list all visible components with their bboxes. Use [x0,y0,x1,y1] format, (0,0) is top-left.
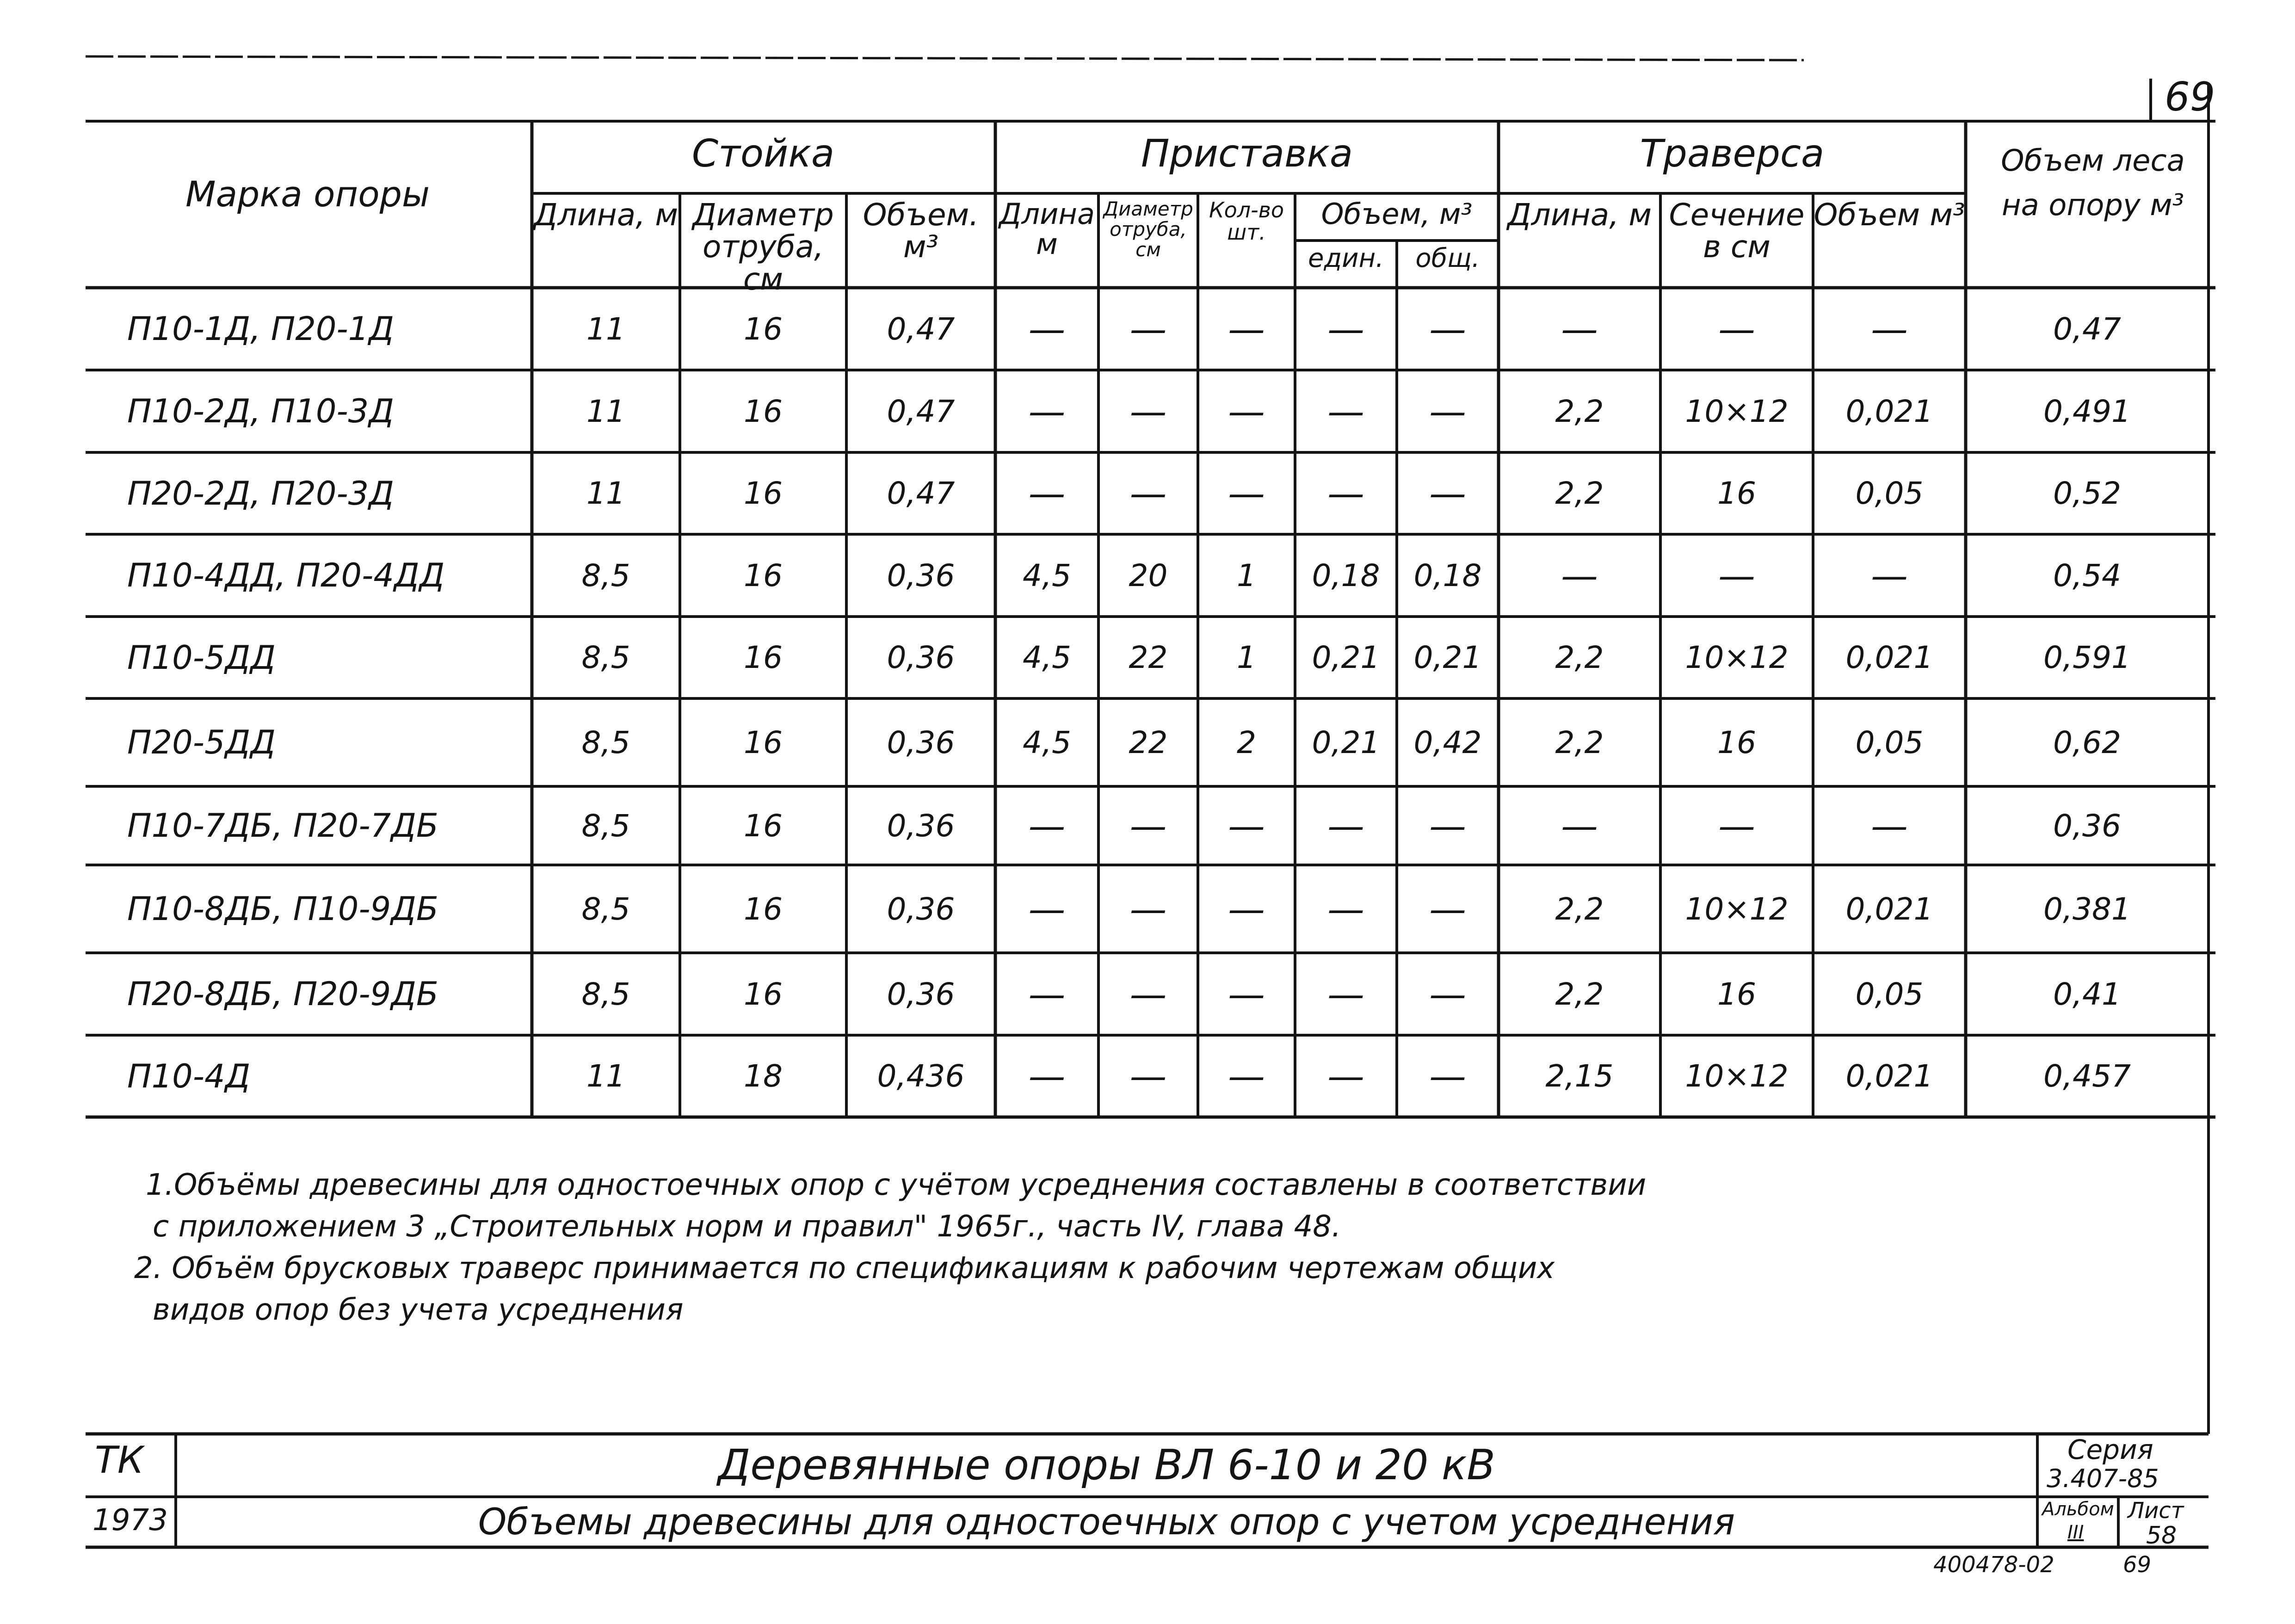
album-label: Альбом [2042,1499,2114,1520]
subheader-pristavka-volume-total: общ. [1415,243,1480,273]
cell-mark: П10-4Д [127,1057,251,1095]
sheet-label: Лист [2128,1498,2184,1524]
cell-pristavka-diameter: 22 [1129,640,1168,675]
cell-pristavka-volume-unit: 0,21 [1312,640,1380,675]
cell-pristavka-count: — [1228,389,1265,433]
subheader-stoika-length: Длина, м [534,197,678,233]
cell-pristavka-count: — [1228,472,1265,515]
cell-stoika-diameter: 16 [744,724,783,760]
cell-mark: П10-2Д, П10-3Д [127,392,394,430]
cell-pristavka-diameter: — [1129,804,1167,847]
cell-pristavka-count: — [1228,1055,1265,1098]
cell-les-volume: 0,41 [2053,976,2121,1012]
cell-traversa-section: — [1718,307,1755,351]
cell-traversa-section: — [1718,804,1755,847]
header-group-traversa: Траверса [1640,132,1825,176]
cell-mark: П20-5ДД [127,723,276,761]
cell-pristavka-diameter: — [1129,472,1167,515]
cell-traversa-volume: 0,021 [1845,891,1933,927]
cell-stoika-diameter: 16 [744,891,783,927]
cell-pristavka-diameter: 20 [1129,557,1168,593]
cell-pristavka-length: 4,5 [1023,557,1071,593]
cell-pristavka-volume-total: 0,21 [1413,640,1482,675]
cell-stoika-volume: 0,36 [887,557,955,593]
cell-traversa-length: 2,2 [1555,393,1604,429]
cell-pristavka-length: — [1028,972,1066,1016]
cell-pristavka-count: — [1228,307,1265,351]
org-label: ТК [95,1439,144,1482]
cell-pristavka-volume-total: 0,42 [1413,724,1482,760]
cell-traversa-volume: — [1871,554,1908,597]
cell-stoika-volume: 0,36 [887,808,955,844]
cell-stoika-volume: 0,47 [887,475,955,511]
cell-stoika-length: 11 [586,311,625,347]
header-group-les: Объем леса на опору м³ [2001,144,2185,222]
cell-stoika-length: 11 [586,393,625,429]
cell-traversa-length: 2,2 [1555,976,1604,1012]
cell-pristavka-volume-total: — [1429,1055,1466,1098]
note-2: 2. Объём брусковых траверс принимается по спецификациям к рабочим чертежам общих [134,1251,1555,1285]
year-label: 1973 [93,1503,168,1538]
album-value: III [2067,1522,2084,1543]
header-mark: Марка опоры [185,173,430,215]
cell-traversa-length: 2,15 [1545,1058,1614,1094]
cell-stoika-length: 8,5 [581,891,630,927]
cell-pristavka-diameter: 22 [1129,724,1168,760]
cell-les-volume: 0,47 [2053,311,2121,347]
cell-stoika-diameter: 16 [744,640,783,675]
cell-les-volume: 0,36 [2053,808,2121,844]
cell-les-volume: 0,62 [2053,724,2121,760]
cell-traversa-volume: 0,021 [1845,640,1933,675]
cell-traversa-length: 2,2 [1555,475,1604,511]
cell-stoika-diameter: 16 [744,557,783,593]
cell-mark: П10-4ДД, П20-4ДД [127,556,445,594]
cell-stoika-diameter: 16 [744,808,783,844]
subheader-traversa-section: Сечение в см [1669,197,1805,265]
header-group-pristavka: Приставка [1141,132,1353,176]
note-2-cont: видов опор без учета усреднения [153,1293,684,1327]
cell-traversa-section: 10×12 [1685,891,1789,927]
cell-pristavka-volume-total: — [1429,472,1466,515]
cell-traversa-volume: 0,021 [1845,393,1933,429]
series-label: Серия [2067,1434,2153,1465]
sheet-value: 58 [2146,1522,2177,1550]
cell-stoika-volume: 0,436 [877,1058,965,1094]
header-group-stoika: Стойка [691,132,835,176]
cell-mark: П20-8ДБ, П20-9ДБ [127,975,438,1013]
drawing-subtitle: Объемы древесины для одностоечных опор с учетом усреднения [478,1501,1735,1543]
cell-les-volume: 0,381 [2043,891,2131,927]
cell-pristavka-length: — [1028,804,1066,847]
cell-traversa-volume: 0,05 [1855,475,1924,511]
cell-stoika-volume: 0,36 [887,976,955,1012]
subheader-pristavka-diameter: Диаметр отруба, см [1103,198,1193,261]
cell-pristavka-count: 1 [1237,640,1256,675]
cell-stoika-length: 8,5 [581,808,630,844]
cell-mark: П20-2Д, П20-3Д [127,474,394,513]
cell-les-volume: 0,54 [2053,557,2121,593]
cell-mark: П10-1Д, П20-1Д [127,310,394,348]
cell-mark: П10-7ДБ, П20-7ДБ [127,807,438,845]
cell-traversa-length: — [1561,804,1598,847]
cell-pristavka-length: — [1028,472,1066,515]
note-1-cont: с приложением 3 „Строительных норм и правил" 1965г., часть IV, глава 48. [153,1210,1341,1244]
cell-pristavka-volume-unit: 0,21 [1312,724,1380,760]
cell-pristavka-length: — [1028,389,1066,433]
cell-stoika-length: 8,5 [581,976,630,1012]
cell-pristavka-volume-unit: — [1327,804,1364,847]
cell-stoika-volume: 0,47 [887,393,955,429]
cell-traversa-section: 16 [1717,976,1756,1012]
cell-traversa-section: 16 [1717,475,1756,511]
cell-stoika-diameter: 16 [744,475,783,511]
cell-pristavka-volume-total: — [1429,972,1466,1016]
cell-traversa-volume: — [1871,804,1908,847]
cell-traversa-section: 10×12 [1685,640,1789,675]
series-value: 3.407-85 [2047,1464,2159,1493]
cell-pristavka-diameter: — [1129,307,1167,351]
cell-pristavka-length: 4,5 [1023,724,1071,760]
inventory-number: 400478-02 [1933,1552,2054,1578]
cell-pristavka-count: — [1228,972,1265,1016]
cell-pristavka-volume-total: — [1429,307,1466,351]
note-1: 1.Объёмы древесины для одностоечных опор с учётом усреднения составлены в соответствии [146,1168,1647,1202]
cell-mark: П10-8ДБ, П10-9ДБ [127,890,438,928]
cell-stoika-volume: 0,36 [887,640,955,675]
subheader-pristavka-volume: Объем, м³ [1321,197,1473,231]
cell-pristavka-length: — [1028,1055,1066,1098]
cell-stoika-volume: 0,47 [887,311,955,347]
subheader-stoika-volume: Объем. м³ [863,197,979,265]
cell-traversa-section: 10×12 [1685,393,1789,429]
cell-traversa-volume: 0,021 [1845,1058,1933,1094]
cell-pristavka-volume-total: — [1429,804,1466,847]
subheader-pristavka-volume-unit: един. [1308,243,1384,273]
cell-pristavka-diameter: — [1129,972,1167,1016]
cell-traversa-length: — [1561,307,1598,351]
cell-les-volume: 0,52 [2053,475,2121,511]
cell-traversa-section: — [1718,554,1755,597]
cell-pristavka-diameter: — [1129,389,1167,433]
cell-pristavka-volume-total: — [1429,389,1466,433]
cell-pristavka-volume-unit: — [1327,389,1364,433]
cell-stoika-length: 11 [586,475,625,511]
cell-stoika-length: 11 [586,1058,625,1094]
subheader-traversa-volume: Объем м³ [1814,197,1965,233]
cell-les-volume: 0,457 [2043,1058,2131,1094]
cell-stoika-volume: 0,36 [887,891,955,927]
page-number: 69 [2165,74,2215,120]
cell-traversa-volume: — [1871,307,1908,351]
cell-pristavka-volume-unit: — [1327,972,1364,1016]
cell-traversa-length: 2,2 [1555,891,1604,927]
cell-pristavka-volume-unit: — [1327,887,1364,931]
subheader-stoika-diameter: Диаметр отруба, см [692,197,834,297]
cell-stoika-length: 8,5 [581,557,630,593]
subheader-pristavka-count: Кол-во шт. [1209,198,1284,245]
cell-traversa-section: 16 [1717,724,1756,760]
cell-stoika-diameter: 16 [744,311,783,347]
cell-les-volume: 0,491 [2043,393,2131,429]
cell-pristavka-length: 4,5 [1023,640,1071,675]
cell-pristavka-length: — [1028,887,1066,931]
cell-mark: П10-5ДД [127,638,276,677]
cell-stoika-diameter: 18 [744,1058,783,1094]
cell-pristavka-length: — [1028,307,1066,351]
cell-stoika-length: 8,5 [581,724,630,760]
cell-traversa-length: 2,2 [1555,724,1604,760]
cell-traversa-length: — [1561,554,1598,597]
cell-pristavka-count: — [1228,887,1265,931]
subheader-pristavka-length: Длина м [999,197,1095,261]
cell-pristavka-volume-unit: — [1327,1055,1364,1098]
drawing-title: Деревянные опоры ВЛ 6-10 и 20 кВ [717,1441,1496,1489]
cell-traversa-length: 2,2 [1555,640,1604,675]
cell-pristavka-volume-total: — [1429,887,1466,931]
cell-traversa-volume: 0,05 [1855,976,1924,1012]
cell-pristavka-volume-total: 0,18 [1413,557,1482,593]
cell-pristavka-count: 1 [1237,557,1256,593]
cell-pristavka-count: 2 [1237,724,1256,760]
cell-stoika-volume: 0,36 [887,724,955,760]
cell-traversa-volume: 0,05 [1855,724,1924,760]
cell-pristavka-volume-unit: — [1327,307,1364,351]
cell-pristavka-diameter: — [1129,1055,1167,1098]
cell-stoika-length: 8,5 [581,640,630,675]
cell-stoika-diameter: 16 [744,393,783,429]
cell-les-volume: 0,591 [2043,640,2131,675]
cell-pristavka-count: — [1228,804,1265,847]
cell-pristavka-volume-unit: 0,18 [1312,557,1380,593]
subheader-traversa-length: Длина, м [1507,197,1652,233]
cell-pristavka-volume-unit: — [1327,472,1364,515]
inventory-page: 69 [2123,1552,2152,1578]
cell-stoika-diameter: 16 [744,976,783,1012]
cell-pristavka-diameter: — [1129,887,1167,931]
cell-traversa-section: 10×12 [1685,1058,1789,1094]
